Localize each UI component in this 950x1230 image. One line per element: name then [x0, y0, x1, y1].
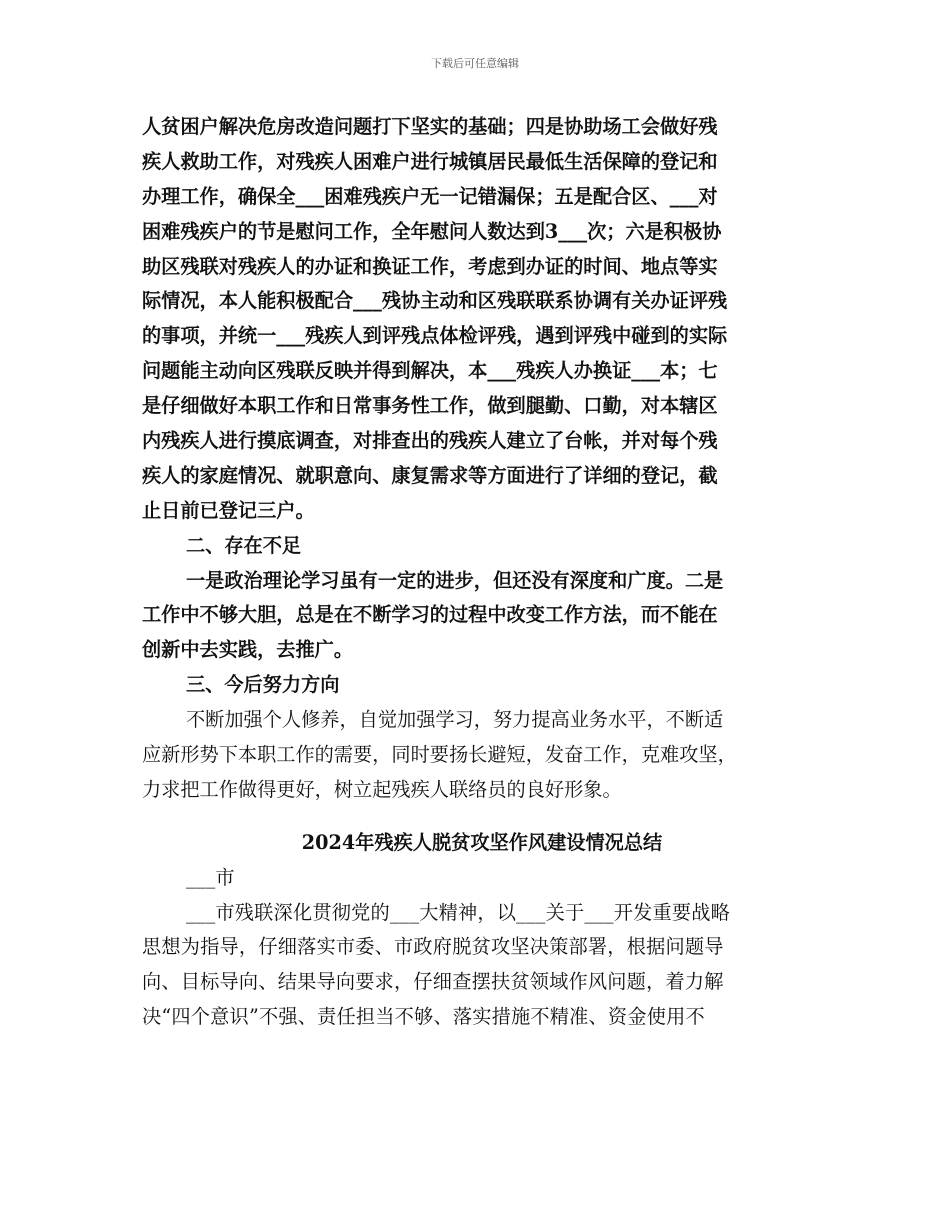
text-line: 止日前已登记三户。	[142, 498, 315, 522]
text-line: 疾人的家庭情况、就职意向、康复需求等方面进行了详细的登记，截	[142, 463, 718, 487]
page-header: 下载后可任意编辑	[431, 57, 519, 70]
text-line: 思想为指导，仔细落实市委、市政府脱贫攻坚决策部署，根据问题导	[142, 935, 724, 959]
text-line: ___市残联深化贯彻党的___大精神，以___关于___开发重要战略	[186, 900, 731, 924]
text-line: 际情况，本人能积极配合___残协主动和区残联联系协调有关办证评残	[142, 289, 728, 313]
text-line: 向、目标导向、结果导向要求，仔细查摆扶贫领域作风问题，着力解	[142, 970, 724, 994]
section-heading-shortcomings: 二、存在不足	[186, 533, 302, 557]
text-line: 是仔细做好本职工作和日常事务性工作，做到腿勤、口勤，对本辖区	[142, 394, 718, 418]
text-line: 的事项，并统一___残疾人到评残点体检评残，遇到评残中碰到的实际	[142, 324, 728, 348]
work-summary-paragraph	[142, 110, 822, 529]
text-line: 问题能主动向区残联反映并得到解决，本___残疾人办换证___本；七	[142, 359, 718, 383]
text-line: 不断加强个人修养，自觉加强学习，努力提高业务水平，不断适	[186, 708, 724, 732]
text-line: 困难残疾户的节是慰问工作，全年慰问人数达到3___次；六是积极协	[142, 219, 722, 243]
text-line: 创新中去实践，去推广。	[142, 638, 354, 662]
text-line: 应新形势下本职工作的需要，同时要扬长避短，发奋工作，克难攻坚，	[142, 743, 737, 767]
text-line: 内残疾人进行摸底调查，对排查出的残疾人建立了台帐，并对每个残	[142, 429, 718, 453]
text-line: 决“四个意识”不强、责任担当不够、落实措施不精准、资金使用不	[142, 1005, 705, 1029]
document-body	[142, 110, 822, 1035]
text-line: 疾人救助工作，对残疾人困难户进行城镇居民最低生活保障的登记和	[142, 149, 718, 173]
section-heading-direction: 三、今后努力方向	[186, 673, 340, 697]
text-line: 一是政治理论学习虽有一定的进步，但还没有深度和广度。二是	[186, 568, 724, 592]
city-label: ___市	[186, 865, 235, 889]
text-line: 人贫困户解决危房改造问题打下坚实的基础；四是协助场工会做好残	[142, 115, 718, 138]
text-line: 工作中不够大胆，总是在不断学习的过程中改变工作方法，而不能在	[142, 603, 718, 627]
text-line: 助区残联对残疾人的办证和换证工作，考虑到办证的时间、地点等实	[142, 254, 718, 278]
text-line: 办理工作，确保全___困难残疾户无一记错漏保；五是配合区、___对	[142, 184, 718, 208]
document-title: 2024年残疾人脱贫攻坚作风建设情况总结	[301, 830, 663, 854]
direction-paragraph	[142, 703, 822, 808]
shortcomings-paragraph	[142, 564, 822, 669]
text-line: 力求把工作做得更好，树立起残疾人联络员的良好形象。	[142, 777, 622, 801]
summary-paragraph	[142, 896, 822, 1036]
